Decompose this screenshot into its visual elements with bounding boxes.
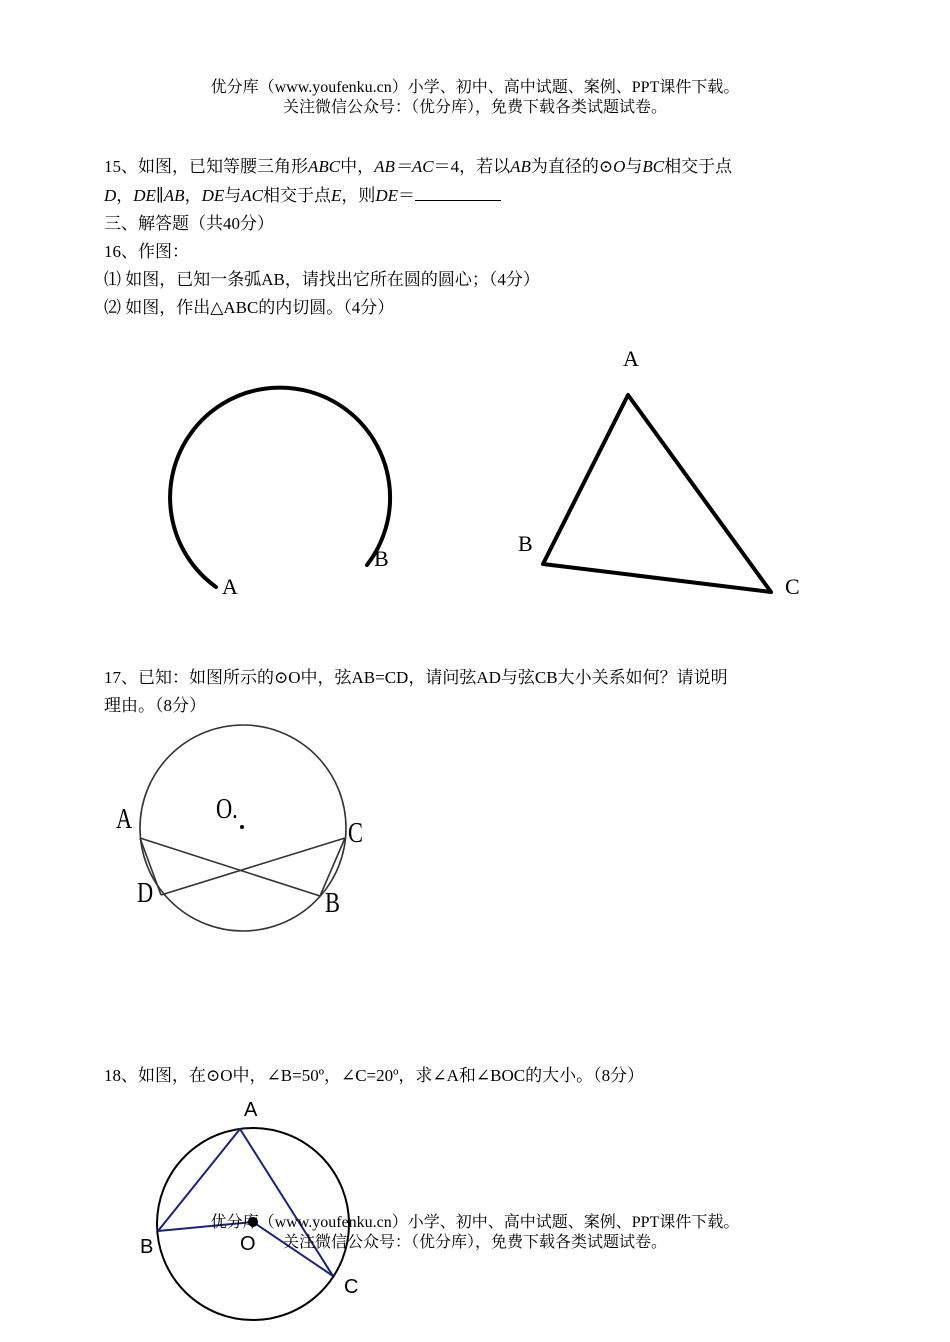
q15-var-abc: ABC (308, 157, 341, 176)
q15-text: ， (116, 186, 134, 205)
q15-var-de2: DE (375, 186, 399, 205)
q17-label-b: B (325, 888, 340, 919)
q15-text: ＝ (398, 186, 416, 205)
q15-var-e: E (330, 186, 342, 205)
q15-var-de-ab: DE∥AB (133, 186, 185, 205)
q15-text: 中， (340, 157, 375, 176)
footer-line-2: 关注微信公众号：（优分库），免费下载各类试题试卷。 (282, 1234, 667, 1251)
q15-text: 与 (625, 157, 643, 176)
q18-line-1: 18、如图，在⊙O中，∠B=50º，∠C=20º，求∠A和∠BOC的大小。（8分） (104, 1066, 645, 1085)
q15-text: 相交于点 (262, 186, 331, 205)
footer-line-1: 优分库（www.youfenku.cn）小学、初中、高中试题、案例、PPT课件下载。 (210, 1214, 740, 1231)
header-line-2: 关注微信公众号：（优分库），免费下载各类试题试卷。 (282, 99, 667, 116)
q16-title: 16、作图： (104, 242, 189, 261)
q18-label-a: A (244, 1099, 258, 1121)
q17-label-d: D (137, 878, 154, 909)
q17-label-a: A (116, 804, 133, 835)
section-3-title: 三、解答题（共40分） (104, 214, 274, 233)
q16-triangle (543, 395, 771, 592)
q15-var-de: DE (201, 186, 225, 205)
q16-part-2: ⑵ 如图，作出△ABC的内切圆。（4分） (104, 298, 395, 317)
header-line-1: 优分库（www.youfenku.cn）小学、初中、高中试题、案例、PPT课件下载。 (210, 79, 740, 96)
q17-chord-cd (161, 838, 345, 895)
q18-label-o: O (240, 1233, 256, 1255)
q15-text: ，则 (341, 186, 376, 205)
q16-tri-label-c: C (785, 574, 800, 599)
q15-var-bc: BC (642, 157, 665, 176)
q16-tri-label-a: A (623, 346, 639, 371)
q17-figure (140, 725, 346, 931)
q16-part-1: ⑴ 如图，已知一条弧AB，请找出它所在圆的圆心；（4分） (104, 270, 540, 289)
q15-text: 与 (224, 186, 242, 205)
q18-label-b: B (140, 1236, 154, 1258)
q16-arc-label-a: A (222, 574, 238, 599)
q15-var-ab: AB (510, 157, 531, 176)
q17-label-o: O. (216, 794, 238, 825)
q15-var-d: D (104, 186, 117, 205)
q15-text: ， (184, 186, 202, 205)
q17-line-2: 理由。（8分） (104, 696, 206, 715)
q15-var-o: O (613, 157, 626, 176)
q17-chord-ab (140, 838, 320, 896)
q15-var-ab-ac: AB＝AC (374, 157, 434, 176)
q17-center-dot (240, 825, 244, 829)
q16-tri-label-b: B (518, 531, 533, 556)
q18-label-c: C (344, 1276, 359, 1298)
q15-var-ac: AC (241, 186, 263, 205)
q16-arc-label-b: B (374, 546, 389, 571)
q17-line-1: 17、已知：如图所示的⊙O中，弦AB=CD，请问弦AD与弦CB大小关系如何？请说明 (104, 668, 728, 687)
q17-label-c: C (348, 818, 363, 849)
q15-text: 相交于点 (664, 157, 733, 176)
q16-arc (170, 388, 390, 587)
q15-text: 为直径的⊙ (530, 157, 614, 176)
q15-text: 15、如图，已知等腰三角形 (104, 157, 308, 176)
q15-text: ＝4，若以 (433, 157, 511, 176)
